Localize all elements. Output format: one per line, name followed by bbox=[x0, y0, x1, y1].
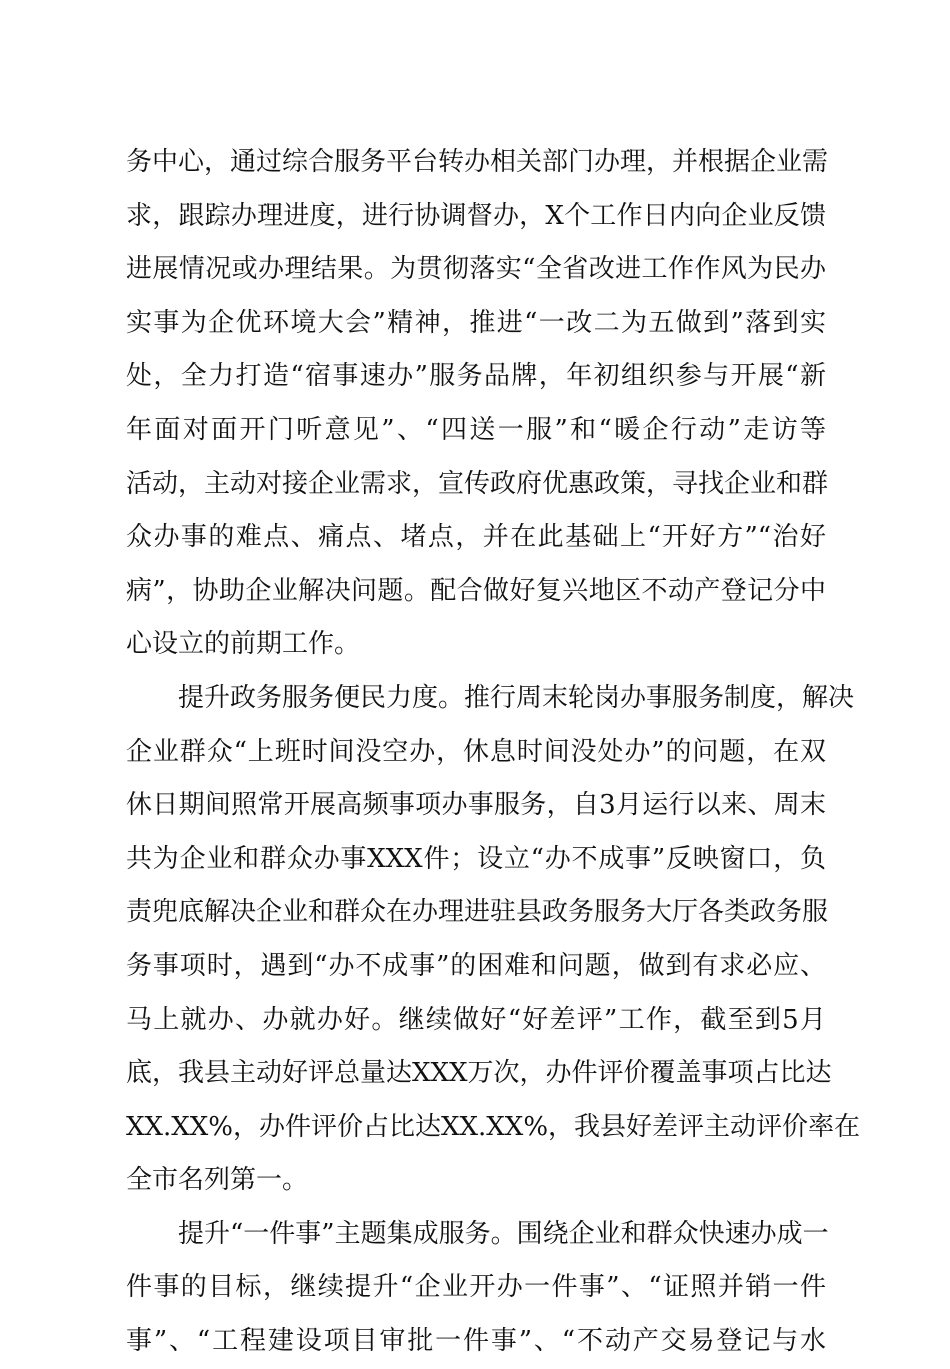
paragraph-line: 务事项时，遇到“办不成事”的困难和问题，做到有求必应、 bbox=[126, 950, 826, 981]
paragraph-line: 企业群众“上班时间没空办，休息时间没处办”的问题，在双 bbox=[126, 736, 826, 767]
paragraph-line: 事”、“工程建设项目审批一件事”、“不动产交易登记与水 bbox=[126, 1326, 826, 1357]
paragraph-line: 务中心，通过综合服务平台转办相关部门办理，并根据企业需 bbox=[126, 147, 829, 177]
paragraph-line: 全市名列第一。 bbox=[126, 1165, 309, 1196]
paragraph-line: 众办事的难点、痛点、堵点，并在此基础上“开好方”“治好 bbox=[126, 522, 826, 553]
paragraph-line: 底，我县主动好评总量达XXX万次，办件评价覆盖事项占比达 bbox=[126, 1058, 832, 1089]
paragraph-line: 求，跟踪办理进度，进行协调督办，X个工作日内向企业反馈 bbox=[126, 200, 826, 231]
paragraph-line: 休日期间照常开展高频事项办事服务，自3月运行以来、周末 bbox=[126, 790, 826, 821]
document-body bbox=[126, 136, 861, 1369]
paragraph-line: XX.XX%，办件评价占比达XX.XX%，我县好差评主动评价率在 bbox=[126, 1111, 861, 1142]
paragraph-line: 责兜底解决企业和群众在办理进驻县政务服务大厅各类政务服 bbox=[126, 897, 829, 928]
paragraph-line: 件事的目标，继续提升“企业开办一件事”、“证照并销一件 bbox=[126, 1272, 826, 1303]
paragraph-line: 心设立的前期工作。 bbox=[126, 629, 361, 660]
paragraph-2 bbox=[126, 672, 861, 1208]
paragraph-line: 实事为企优环境大会”精神，推进“一改二为五做到”落到实 bbox=[126, 307, 826, 338]
paragraph-line: 病”，协助企业解决问题。配合做好复兴地区不动产登记分中 bbox=[126, 575, 826, 606]
paragraph-line: 提升“一件事”主题集成服务。围绕企业和群众快速办成一 bbox=[178, 1218, 829, 1249]
paragraph-line: 处，全力打造“宿事速办”服务品牌，年初组织参与开展“新 bbox=[126, 361, 826, 392]
paragraph-line: 共为企业和群众办事XXX件；设立“办不成事”反映窗口，负 bbox=[126, 843, 826, 874]
paragraph-line: 马上就办、办就办好。继续做好“好差评”工作，截至到5月 bbox=[126, 1004, 826, 1035]
paragraph-1 bbox=[126, 136, 829, 672]
paragraph-line: 进展情况或办理结果。为贯彻落实“全省改进工作作风为民办 bbox=[126, 254, 826, 285]
paragraph-line: 年面对面开门听意见”、“四送一服”和“暖企行动”走访等 bbox=[126, 414, 826, 445]
paragraph-line: 活动，主动对接企业需求，宣传政府优惠政策，寻找企业和群 bbox=[126, 468, 829, 499]
paragraph-3 bbox=[126, 1208, 829, 1369]
paragraph-line: 提升政务服务便民力度。推行周末轮岗办事服务制度，解决 bbox=[178, 682, 855, 713]
